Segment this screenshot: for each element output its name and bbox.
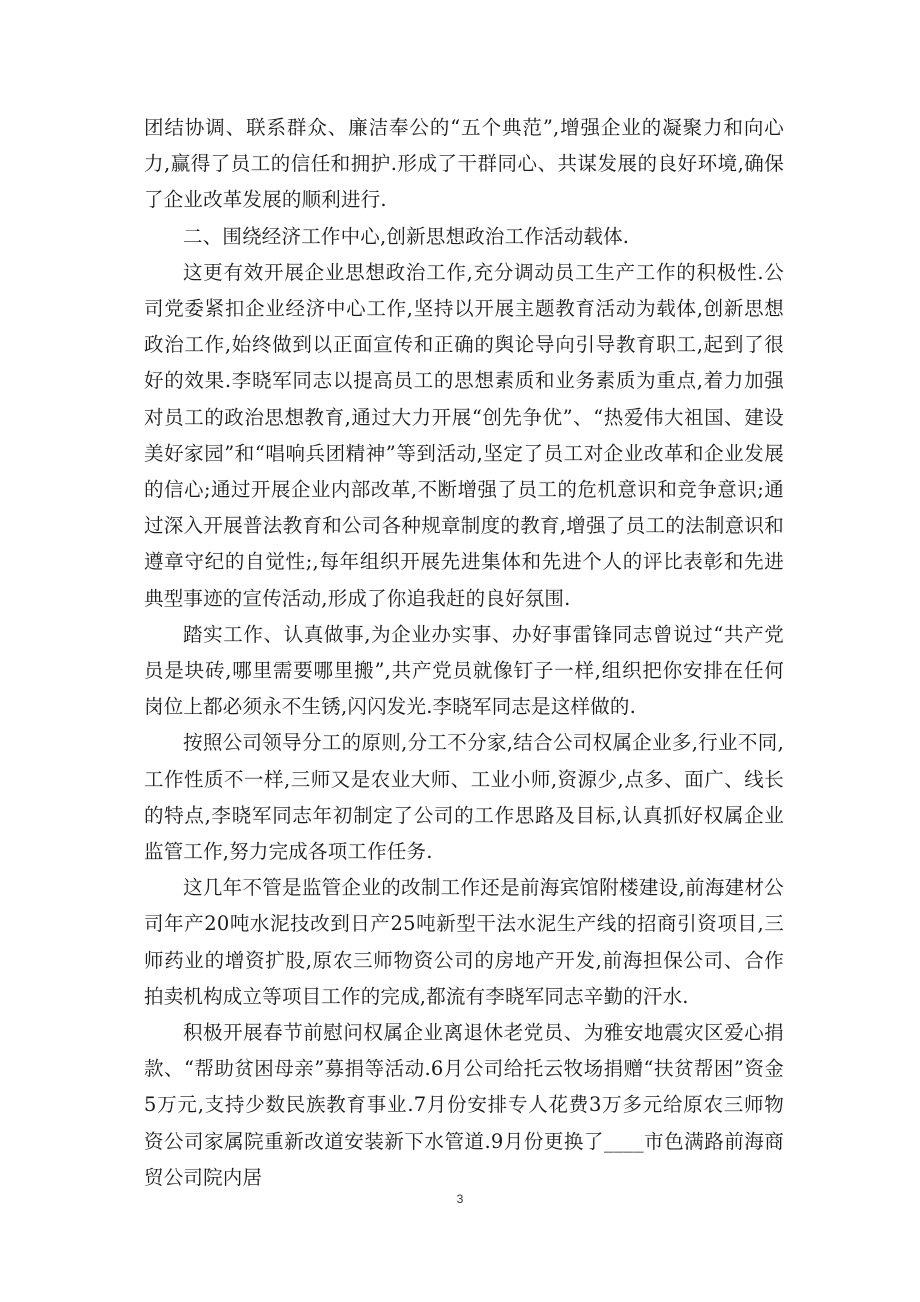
paragraph: 踏实工作、认真做事,为企业办实事、办好事雷锋同志曾说过“共产党员是块砖,哪里需要哪里搬”,共产党员就像钉子一样,组织把你安排在任何岗位上都必须永不生锈,闪闪发光.李晓军同志是这样做的.	[144, 622, 784, 719]
paragraph: 这更有效开展企业思想政治工作,充分调动员工生产工作的积极性.公司党委紧扣企业经济中心工作,坚持以开展主题教育活动为载体,创新思想政治工作,始终做到以正面宣传和正确的舆论导向引导教育职工,起到了很好的效果.李晓军同志以提高员工的思想素质和业务素质为重点,着力加强对员工的政治思想教育,通过大力开展“创先争优”、“热爱伟大祖国、建设美好家园”和“唱响兵团精神”等到活动,坚定了员工对企业改革和企业发展的信心;通过开展企业内部改革,不断增强了员工的危机意识和竞争意识;通过深入开展普法教育和公司各种规章制度的教育,增强了员工的法制意识和遵章守纪的自觉性;,每年组织开展先进集体和先进个人的评比表彰和先进典型事迹的宣传活动,形成了你追我赶的良好氛围.	[144, 260, 784, 610]
paragraph-continuation: 团结协调、联系群众、廉洁奉公的“五个典范”,增强企业的凝聚力和向心力,赢得了员工的信任和拥护.形成了干群同心、共谋发展的良好环境,确保了企业改革发展的顺利进行.	[144, 116, 784, 212]
paragraph: 按照公司领导分工的原则,分工不分家,结合公司权属企业多,行业不同,工作性质不一样,三师又是农业大师、工业小师,资源少,点多、面广、线长的特点,李晓军同志年初制定了公司的工作思路及目标,认真抓好权属企业监管工作,努力完成各项工作任务.	[144, 731, 784, 864]
section-heading: 二、围绕经济工作中心,创新思想政治工作活动载体.	[183, 224, 630, 248]
document-body	[144, 110, 784, 1196]
paragraph: 积极开展春节前慰问权属企业离退休老党员、为雅安地震灾区爱心捐款、“帮助贫困母亲”募捐等活动.6月公司给托云牧场捐赠“扶贫帮困”资金5万元,支持少数民族教育事业.7月份安排专人花费3万多元给原农三师物资公司家属院重新改道安装新下水管道.9月份更换了____市色满路前海商贸公司院内居	[144, 1021, 784, 1189]
page-number: 3	[456, 1192, 464, 1206]
paragraph: 这几年不管是监管企业的改制工作还是前海宾馆附楼建设,前海建材公司年产20吨水泥技改到日产25吨新型干法水泥生产线的招商引资项目,三师药业的增资扩股,原农三师物资公司的房地产开发,前海担保公司、合作拍卖机构成立等项目工作的完成,都流有李晓军同志辛勤的汗水.	[144, 876, 784, 1008]
